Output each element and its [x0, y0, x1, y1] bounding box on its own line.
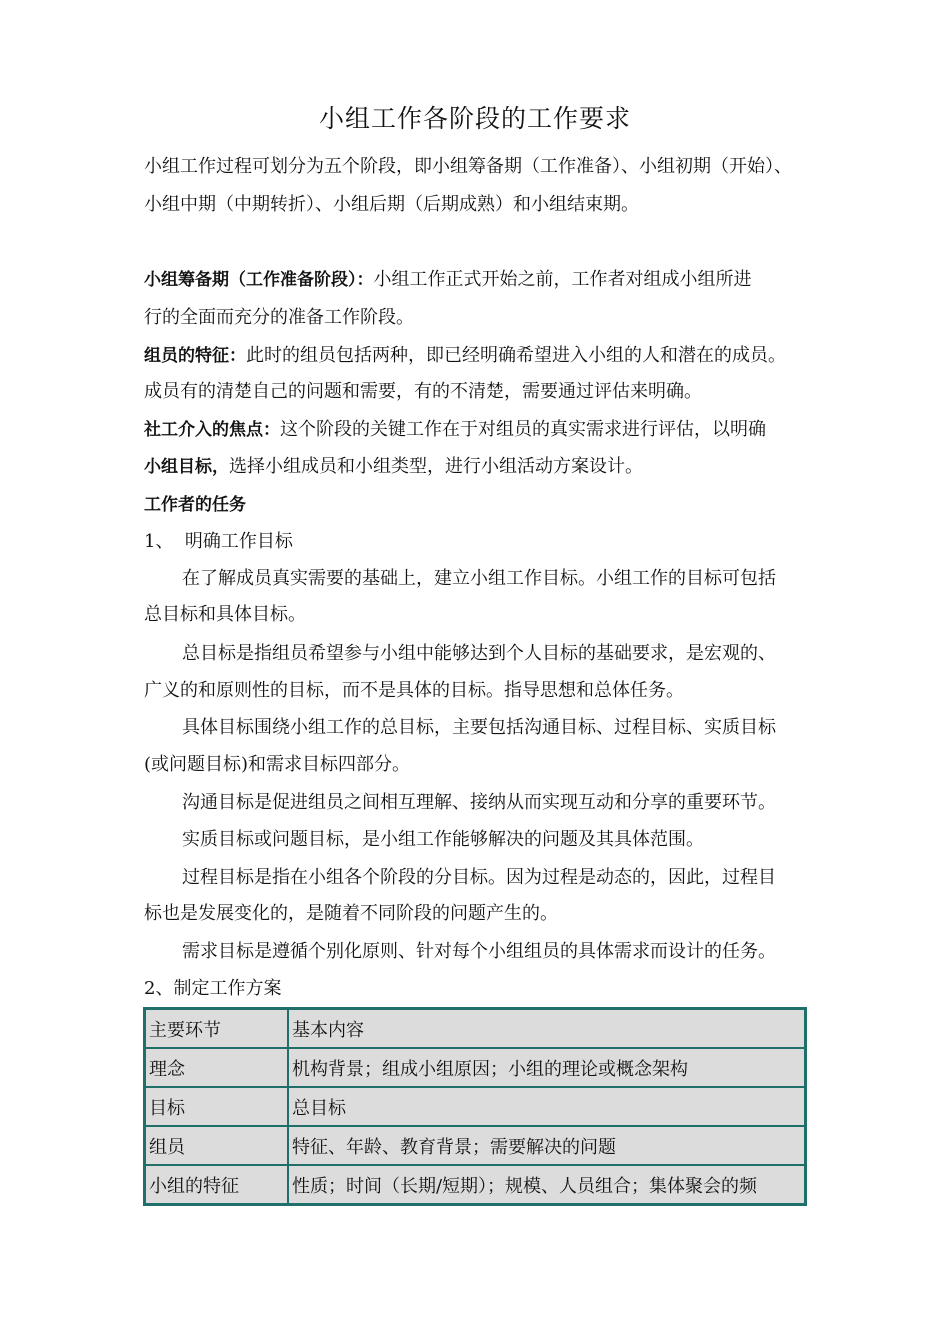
- table-row: [145, 1165, 805, 1204]
- table-cell: 性质；时间（长期/短期）；规模、人员组合；集体聚会的频: [288, 1165, 805, 1204]
- table-cell: 小组的特征: [145, 1165, 288, 1204]
- members-paragraph-line-2: 成员有的清楚自己的问题和需要，有的不清楚，需要通过评估来明确。: [144, 381, 702, 402]
- members-text-1: 此时的组员包括两种，即已经明确希望进入小组的人和潜在的成员。: [246, 345, 786, 366]
- goal-line-11: 需求目标是遵循个别化原则、针对每个小组组员的具体需求而设计的任务。: [182, 941, 776, 962]
- members-paragraph-line-1: [144, 344, 810, 368]
- task-2-heading: 2、制定工作方案: [144, 978, 282, 999]
- goal-line-8: 实质目标或问题目标，是小组工作能够解决的问题及其具体范围。: [182, 829, 704, 850]
- focus-text-1: 这个阶段的关键工作在于对组员的真实需求进行评估，以明确: [280, 419, 766, 440]
- focus-paragraph-line-1: [144, 418, 810, 442]
- tasks-heading: 工作者的任务: [144, 495, 246, 515]
- focus-bold-goal: 小组目标，: [144, 457, 229, 477]
- focus-text-2: 选择小组成员和小组类型，进行小组活动方案设计。: [229, 456, 643, 477]
- focus-paragraph-line-2: [144, 455, 810, 479]
- goal-line-4: 广义的和原则性的目标，而不是具体的目标。指导思想和总体任务。: [144, 680, 684, 701]
- prep-paragraph-line-1: [144, 268, 810, 292]
- goal-line-3: 总目标是指组员希望参与小组中能够达到个人目标的基础要求，是宏观的、: [182, 643, 776, 664]
- goal-line-10: 标也是发展变化的，是随着不同阶段的问题产生的。: [144, 903, 558, 924]
- goal-line-7: 沟通目标是促进组员之间相互理解、接纳从而实现互动和分享的重要环节。: [182, 792, 776, 813]
- work-plan-table: [143, 1007, 807, 1206]
- prep-heading: 小组筹备期（工作准备阶段）：: [144, 270, 374, 290]
- table-row: [145, 1009, 805, 1048]
- table-cell: 基本内容: [288, 1009, 805, 1048]
- prep-paragraph-line-2: 行的全面而充分的准备工作阶段。: [144, 307, 414, 328]
- table-cell: 机构背景；组成小组原因；小组的理论或概念架构: [288, 1048, 805, 1087]
- document-title: 小组工作各阶段的工作要求: [318, 104, 631, 133]
- task-1-heading: 1、 明确工作目标: [144, 531, 293, 552]
- table-cell: 理念: [145, 1048, 288, 1087]
- table-cell: 特征、年龄、教育背景；需要解决的问题: [288, 1126, 805, 1165]
- intro-line-1: 小组工作过程可划分为五个阶段，即小组筹备期（工作准备）、小组初期（开始）、: [144, 156, 792, 177]
- focus-heading: 社工介入的焦点：: [144, 420, 280, 440]
- table-cell: 主要环节: [145, 1009, 288, 1048]
- table-row: [145, 1087, 805, 1126]
- table-row: [145, 1126, 805, 1165]
- table-row: [145, 1048, 805, 1087]
- table-cell: 目标: [145, 1087, 288, 1126]
- members-heading: 组员的特征：: [144, 346, 246, 366]
- goal-line-9: 过程目标是指在小组各个阶段的分目标。因为过程是动态的，因此，过程目: [182, 867, 776, 888]
- prep-text-1: 小组工作正式开始之前，工作者对组成小组所进: [373, 269, 752, 290]
- goal-line-2: 总目标和具体目标。: [144, 604, 306, 625]
- goal-line-1: 在了解成员真实需要的基础上，建立小组工作目标。小组工作的目标可包括: [182, 568, 776, 589]
- goal-line-5: 具体目标围绕小组工作的总目标，主要包括沟通目标、过程目标、实质目标: [182, 717, 776, 738]
- intro-line-2: 小组中期（中期转折）、小组后期（后期成熟）和小组结束期。: [144, 194, 639, 215]
- table-cell: 组员: [145, 1126, 288, 1165]
- table-cell: 总目标: [288, 1087, 805, 1126]
- goal-line-6: (或问题目标)和需求目标四部分。: [144, 754, 411, 775]
